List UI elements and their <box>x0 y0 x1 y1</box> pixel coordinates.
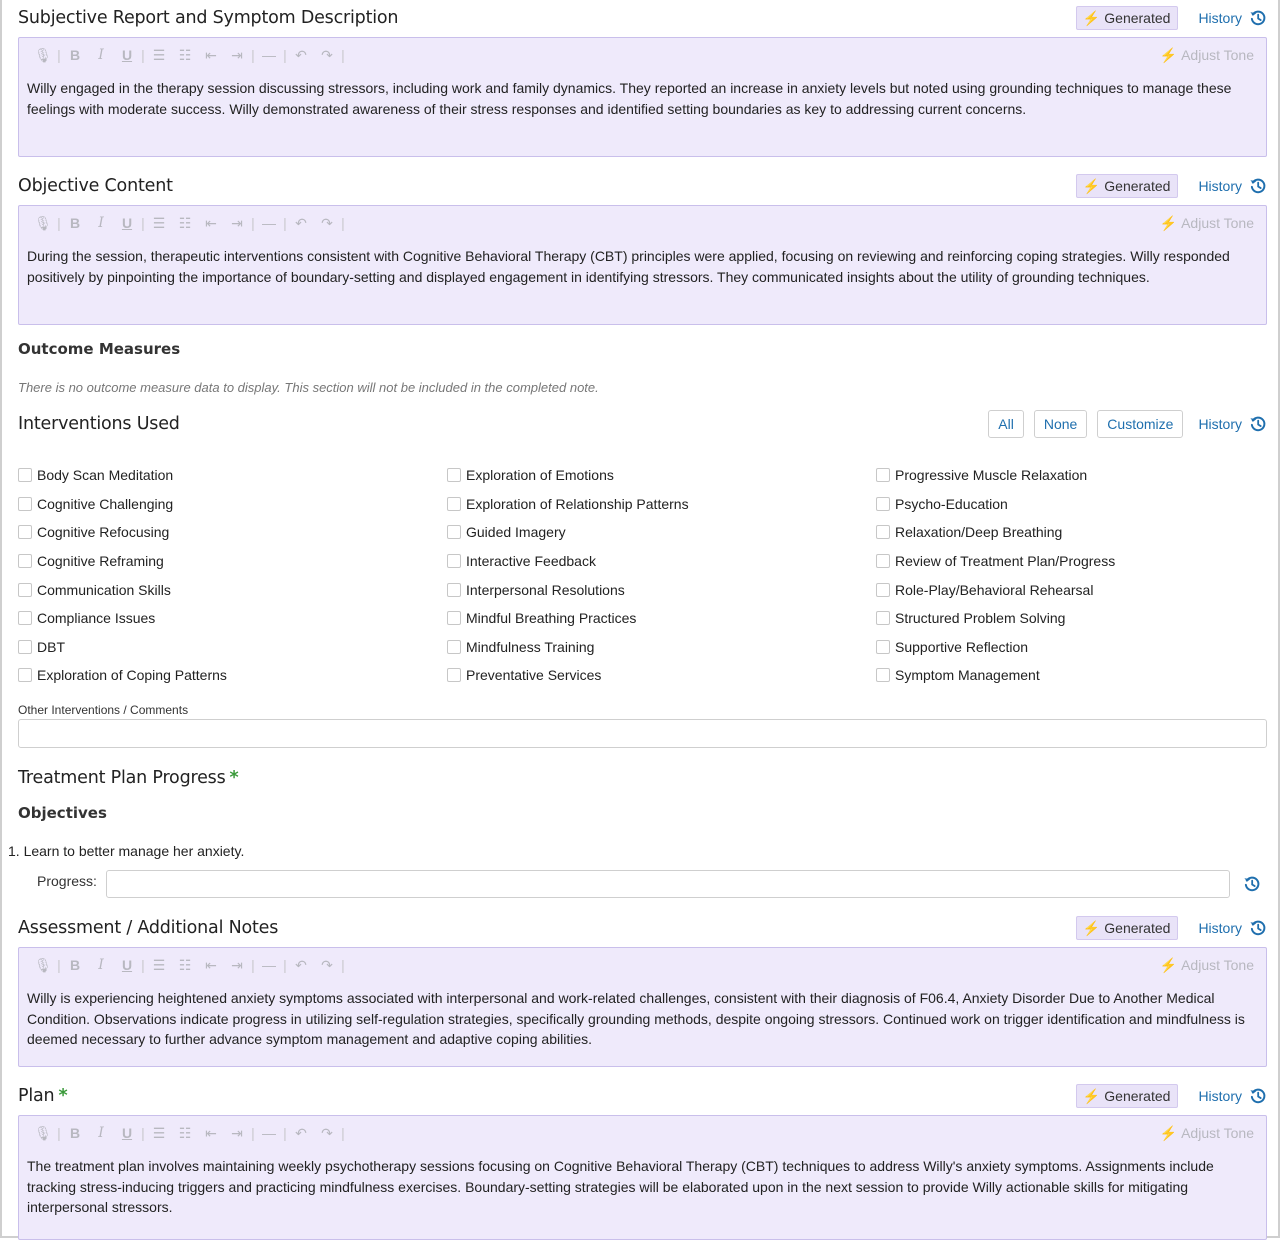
required-mark: * <box>58 1086 68 1106</box>
history-link[interactable] <box>1198 9 1267 27</box>
generated-label: Generated <box>1104 10 1171 26</box>
intervention-checkbox-row[interactable] <box>876 461 1115 490</box>
bolt-icon: ⚡ <box>1159 46 1178 63</box>
horizontal-rule-icon[interactable]: — <box>262 957 276 973</box>
indent-icon[interactable]: ⇥ <box>231 214 243 231</box>
section-title: Interventions Used <box>18 414 180 434</box>
intervention-label: Review of Treatment Plan/Progress <box>895 553 1116 570</box>
history-icon[interactable] <box>1243 875 1261 893</box>
intervention-label: Cognitive Reframing <box>37 553 164 570</box>
italic-icon[interactable]: I <box>98 957 104 973</box>
outdent-icon[interactable]: ⇤ <box>205 1124 217 1141</box>
history-icon <box>1249 9 1267 27</box>
checkbox[interactable] <box>876 525 890 539</box>
intervention-checkbox-row[interactable] <box>876 518 1115 547</box>
progress-label: Progress: <box>37 873 97 889</box>
checkbox[interactable] <box>18 525 32 539</box>
bolt-icon: ⚡ <box>1082 919 1101 936</box>
undo-icon[interactable]: ↶ <box>295 956 307 973</box>
checkbox[interactable] <box>876 640 890 654</box>
section-title: Subjective Report and Symptom Description <box>18 8 399 28</box>
intervention-checkbox-row[interactable] <box>876 604 1115 633</box>
intervention-label: Compliance Issues <box>37 610 156 627</box>
interventions-checklist <box>18 461 1267 691</box>
intervention-label: Relaxation/Deep Breathing <box>895 524 1063 541</box>
bolt-icon: ⚡ <box>1082 1087 1101 1104</box>
ordered-list-icon[interactable]: ☰ <box>152 1124 166 1141</box>
editor-content[interactable]: During the session, therapeutic interventions consistent with Cognitive Behavioral Therapy (CBT) principles were applied, focusing on reviewing and reinforcing coping strategies. Willy responded positively by pinpointing the importance of boundary-setting and displayed engagement in identifying stressors. They communicated insights about the utility of grounding techniques. <box>27 248 1230 285</box>
intervention-label: Exploration of Coping Patterns <box>37 667 227 684</box>
intervention-label: Guided Imagery <box>466 524 566 541</box>
section-actions <box>1076 5 1267 31</box>
outcome-measures-title: Outcome Measures <box>18 340 181 358</box>
undo-icon[interactable]: ↶ <box>295 214 307 231</box>
history-icon <box>1249 919 1267 937</box>
generated-badge <box>1076 1084 1179 1108</box>
rich-text-editor[interactable] <box>18 947 1267 1067</box>
checkbox[interactable] <box>18 640 32 654</box>
bold-icon[interactable]: B <box>69 215 81 231</box>
history-label: History <box>1198 10 1242 26</box>
adjust-tone-label: Adjust Tone <box>1181 1124 1254 1141</box>
plan-title-text: Plan <box>18 1086 55 1106</box>
checkbox[interactable] <box>447 640 461 654</box>
other-interventions-input[interactable] <box>18 719 1267 748</box>
horizontal-rule-icon[interactable]: — <box>262 1125 276 1141</box>
generated-label: Generated <box>1104 178 1171 194</box>
editor-toolbar: 🎙 | B I U | ☰ ☷ ⇤ ⇥ | — | ↶ ↷ | ⚡ Adjust Tone <box>19 206 1266 240</box>
microphone-icon[interactable]: 🎙 <box>34 956 52 973</box>
interventions-column <box>447 461 689 690</box>
checkbox[interactable] <box>876 468 890 482</box>
underline-icon[interactable]: U <box>121 1125 133 1141</box>
adjust-tone-button[interactable] <box>1160 215 1254 232</box>
intervention-checkbox-row[interactable] <box>876 633 1115 662</box>
intervention-checkbox-row[interactable] <box>18 547 227 576</box>
outdent-icon[interactable]: ⇤ <box>205 956 217 973</box>
undo-icon[interactable]: ↶ <box>295 46 307 63</box>
section-title: Objective Content <box>18 176 173 196</box>
history-icon <box>1249 177 1267 195</box>
bold-icon[interactable]: B <box>69 1125 81 1141</box>
objective-item: 1. Learn to better manage her anxiety. <box>8 843 245 859</box>
generated-label: Generated <box>1104 1088 1171 1104</box>
bold-icon[interactable]: B <box>69 957 81 973</box>
history-link[interactable] <box>1198 919 1267 937</box>
microphone-icon[interactable]: 🎙 <box>34 214 52 231</box>
checkbox[interactable] <box>18 583 32 597</box>
intervention-checkbox-row[interactable] <box>18 661 227 690</box>
bullet-list-icon[interactable]: ☷ <box>178 46 192 63</box>
horizontal-rule-icon[interactable]: — <box>262 47 276 63</box>
italic-icon[interactable]: I <box>98 1125 104 1141</box>
intervention-label: Interactive Feedback <box>466 553 596 570</box>
bolt-icon: ⚡ <box>1082 9 1101 26</box>
generated-label: Generated <box>1104 920 1171 936</box>
editor-content[interactable]: Willy engaged in the therapy session discussing stressors, including work and family dynamics. They reported an increase in anxiety levels but noted using grounding techniques to manage these feelings with moderate success. Willy demonstrated awareness of their stress responses and identified setting boundaries as key to addressing current concerns. <box>27 80 1232 117</box>
intervention-label: Symptom Management <box>895 667 1040 684</box>
intervention-checkbox-row[interactable] <box>876 661 1115 690</box>
intervention-checkbox-row[interactable] <box>447 661 689 690</box>
checkbox[interactable] <box>18 497 32 511</box>
objectives-title: Objectives <box>18 804 107 822</box>
interventions-column <box>876 461 1115 690</box>
progress-input[interactable] <box>106 870 1230 898</box>
intervention-checkbox-row[interactable] <box>447 604 689 633</box>
history-label: History <box>1198 1088 1242 1104</box>
bullet-list-icon[interactable]: ☷ <box>178 214 192 231</box>
adjust-tone-label: Adjust Tone <box>1181 956 1254 973</box>
intervention-label: Communication Skills <box>37 581 171 598</box>
treatment-plan-title <box>18 768 238 788</box>
interventions-column <box>18 461 227 690</box>
italic-icon[interactable]: I <box>98 47 104 63</box>
redo-icon[interactable]: ↷ <box>321 46 333 63</box>
underline-icon[interactable]: U <box>121 957 133 973</box>
intervention-checkbox-row[interactable] <box>18 461 227 490</box>
checkbox[interactable] <box>447 583 461 597</box>
adjust-tone-button[interactable] <box>1160 957 1254 974</box>
intervention-label: Mindfulness Training <box>466 638 595 655</box>
editor-toolbar: 🎙 | B I U | ☰ ☷ ⇤ ⇥ | — | ↶ ↷ | ⚡ Adjust Tone <box>19 1116 1266 1150</box>
horizontal-rule-icon[interactable]: — <box>262 215 276 231</box>
checkbox[interactable] <box>447 611 461 625</box>
intervention-label: Progressive Muscle Relaxation <box>895 467 1088 484</box>
select-all-button[interactable]: All <box>988 410 1024 438</box>
intervention-label: Structured Problem Solving <box>895 610 1066 627</box>
section-actions <box>1076 915 1267 941</box>
intervention-checkbox-row[interactable] <box>18 490 227 519</box>
intervention-checkbox-row[interactable] <box>18 633 227 662</box>
intervention-label: DBT <box>37 638 65 655</box>
generated-badge <box>1076 916 1179 940</box>
intervention-label: Role-Play/Behavioral Rehearsal <box>895 581 1094 598</box>
checkbox[interactable] <box>876 554 890 568</box>
checkbox[interactable] <box>447 497 461 511</box>
editor-toolbar: 🎙 | B I U | ☰ ☷ ⇤ ⇥ | — | ↶ ↷ | ⚡ Adjust Tone <box>19 38 1266 72</box>
editor-toolbar: 🎙 | B I U | ☰ ☷ ⇤ ⇥ | — | ↶ ↷ | ⚡ Adjust Tone <box>19 948 1266 982</box>
underline-icon[interactable]: U <box>121 47 133 63</box>
intervention-label: Exploration of Emotions <box>466 467 614 484</box>
ordered-list-icon[interactable]: ☰ <box>152 46 166 63</box>
bullet-list-icon[interactable]: ☷ <box>178 956 192 973</box>
bold-icon[interactable]: B <box>69 47 81 63</box>
microphone-icon[interactable]: 🎙 <box>34 1124 52 1141</box>
rich-text-editor[interactable] <box>18 1115 1267 1240</box>
intervention-label: Preventative Services <box>466 667 602 684</box>
history-label: History <box>1198 178 1242 194</box>
bolt-icon: ⚡ <box>1159 1124 1178 1141</box>
intervention-label: Psycho-Education <box>895 495 1008 512</box>
intervention-label: Body Scan Meditation <box>37 467 174 484</box>
section-actions <box>1076 173 1267 199</box>
intervention-checkbox-row[interactable] <box>447 633 689 662</box>
checkbox[interactable] <box>876 668 890 682</box>
intervention-checkbox-row[interactable] <box>18 575 227 604</box>
history-link[interactable] <box>1198 1087 1267 1105</box>
italic-icon[interactable]: I <box>98 215 104 231</box>
intervention-checkbox-row[interactable] <box>447 575 689 604</box>
history-icon <box>1249 1087 1267 1105</box>
intervention-checkbox-row[interactable] <box>18 518 227 547</box>
intervention-checkbox-row[interactable] <box>18 604 227 633</box>
editor-content[interactable]: The treatment plan involves maintaining weekly psychotherapy sessions focusing on Cognitive Behavioral Therapy (CBT) techniques to address Willy's anxiety symptoms. Assignments include tracking stress-inducing triggers and practicing mindfulness exercises. Boundary-setting strategies will be elaborated upon in the next session to provide Willy actionable skills for mitigating interpersonal stressors. <box>27 1158 1214 1215</box>
bullet-list-icon[interactable]: ☷ <box>178 1124 192 1141</box>
intervention-checkbox-row[interactable] <box>876 490 1115 519</box>
history-icon <box>1249 415 1267 433</box>
customize-button[interactable]: Customize <box>1097 410 1183 438</box>
underline-icon[interactable]: U <box>121 215 133 231</box>
redo-icon[interactable]: ↷ <box>321 956 333 973</box>
intervention-checkbox-row[interactable] <box>447 547 689 576</box>
intervention-label: Supportive Reflection <box>895 638 1029 655</box>
history-label: History <box>1198 416 1242 432</box>
outdent-icon[interactable]: ⇤ <box>205 46 217 63</box>
checkbox[interactable] <box>447 525 461 539</box>
intervention-label: Interpersonal Resolutions <box>466 581 625 598</box>
select-none-button[interactable]: None <box>1034 410 1087 438</box>
other-interventions-label: Other Interventions / Comments <box>18 703 189 717</box>
outcome-empty-message: There is no outcome measure data to display. This section will not be included in the completed note. <box>18 380 599 395</box>
checkbox[interactable] <box>447 554 461 568</box>
undo-icon[interactable]: ↶ <box>295 1124 307 1141</box>
adjust-tone-label: Adjust Tone <box>1181 46 1254 63</box>
intervention-checkbox-row[interactable] <box>876 575 1115 604</box>
adjust-tone-button[interactable] <box>1160 47 1254 64</box>
redo-icon[interactable]: ↷ <box>321 1124 333 1141</box>
checkbox[interactable] <box>18 668 32 682</box>
checkbox[interactable] <box>18 468 32 482</box>
microphone-icon[interactable]: 🎙 <box>34 46 52 63</box>
bolt-icon: ⚡ <box>1082 177 1101 194</box>
checkbox[interactable] <box>876 583 890 597</box>
intervention-label: Cognitive Refocusing <box>37 524 170 541</box>
section-actions <box>1076 1083 1267 1109</box>
adjust-tone-label: Adjust Tone <box>1181 214 1254 231</box>
ordered-list-icon[interactable]: ☰ <box>152 214 166 231</box>
checkbox[interactable] <box>876 497 890 511</box>
intervention-checkbox-row[interactable] <box>876 547 1115 576</box>
checkbox[interactable] <box>18 554 32 568</box>
rich-text-editor[interactable] <box>18 205 1267 325</box>
indent-icon[interactable]: ⇥ <box>231 956 243 973</box>
intervention-label: Mindful Breathing Practices <box>466 610 637 627</box>
section-title <box>18 1086 67 1106</box>
history-link[interactable] <box>1198 177 1267 195</box>
checkbox[interactable] <box>876 611 890 625</box>
history-link[interactable] <box>1198 415 1267 433</box>
indent-icon[interactable]: ⇥ <box>231 1124 243 1141</box>
intervention-checkbox-row[interactable] <box>447 518 689 547</box>
outdent-icon[interactable]: ⇤ <box>205 214 217 231</box>
adjust-tone-button[interactable] <box>1160 1125 1254 1142</box>
intervention-checkbox-row[interactable] <box>447 490 689 519</box>
intervention-label: Cognitive Challenging <box>37 495 174 512</box>
intervention-checkbox-row[interactable] <box>447 461 689 490</box>
bolt-icon: ⚡ <box>1159 956 1178 973</box>
required-mark: * <box>229 768 239 788</box>
treatment-plan-title-text: Treatment Plan Progress <box>18 768 226 788</box>
bolt-icon: ⚡ <box>1159 214 1178 231</box>
section-actions <box>978 409 1267 439</box>
generated-badge <box>1076 174 1179 198</box>
ordered-list-icon[interactable]: ☰ <box>152 956 166 973</box>
generated-badge <box>1076 6 1179 30</box>
checkbox[interactable] <box>447 468 461 482</box>
rich-text-editor[interactable] <box>18 37 1267 157</box>
intervention-label: Exploration of Relationship Patterns <box>466 495 689 512</box>
indent-icon[interactable]: ⇥ <box>231 46 243 63</box>
section-title: Assessment / Additional Notes <box>18 918 279 938</box>
checkbox[interactable] <box>18 611 32 625</box>
checkbox[interactable] <box>447 668 461 682</box>
redo-icon[interactable]: ↷ <box>321 214 333 231</box>
history-label: History <box>1198 920 1242 936</box>
editor-content[interactable]: Willy is experiencing heightened anxiety symptoms associated with interpersonal and work-related challenges, consistent with their diagnosis of F06.4, Anxiety Disorder Due to Another Medical Condition. Observations indicate progress in utilizing self-regulation strategies, specifically grounding methods, despite ongoing stressors. Continued work on trigger identification and mindfulness is deemed necessary to further advance symptom management and adaptive coping abilities. <box>27 990 1245 1047</box>
